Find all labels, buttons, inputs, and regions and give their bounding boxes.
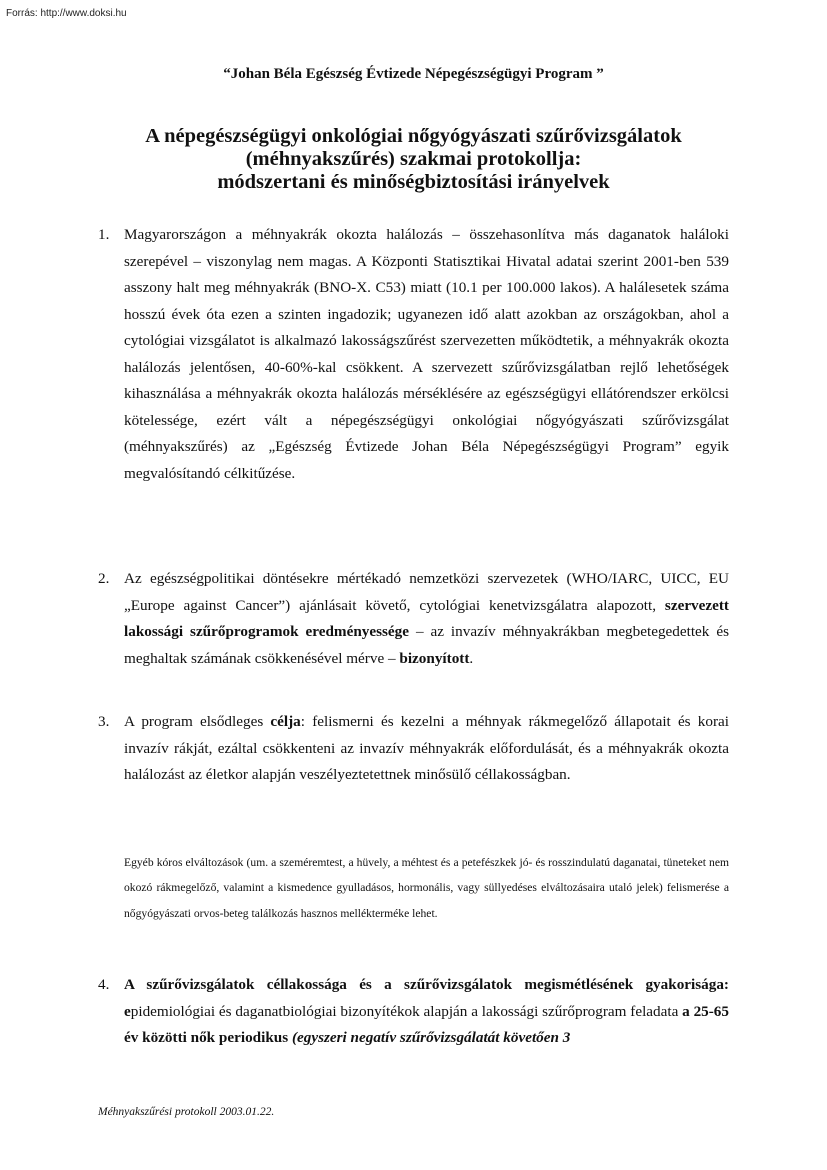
emphasis-text: szervezett lakossági szűrőprogramok eredményessége bbox=[124, 596, 729, 640]
source-url: Forrás: http://www.doksi.hu bbox=[6, 8, 127, 19]
title-line-1: A népegészségügyi onkológiai nőgyógyászati szűrővizsgálatok bbox=[145, 125, 682, 147]
list-item-number: 4. bbox=[98, 976, 110, 993]
list-item-4 bbox=[98, 972, 729, 1052]
footer-text: Méhnyakszűrési protokoll 2003.01.22. bbox=[98, 1106, 275, 1118]
emphasis-text: célja bbox=[270, 713, 301, 730]
title-line-2: (méhnyakszűrés) szakmai protokollja: bbox=[245, 148, 582, 170]
list-item-2 bbox=[98, 566, 729, 672]
list-item-text: Az egészségpolitikai döntésekre mértékadó nemzetközi szervezetek (WHO/IARC, UICC, EU „Europe against Cancer”) ajánlásait követő, cytológiai kenetvizsgálatra alapozott, szervezett lakossági szűrőprogramok eredményessége – az invazív méhnyakrákban megbetegedettek és meghaltak számának csökkenésével mérve – bizonyított. bbox=[124, 570, 729, 667]
list-item-text: A szűrővizsgálatok céllakossága és a szűrővizsgálatok megismétlésének gyakorisága: epidemiológiai és daganatbiológiai bizonyítékok alapján a lakossági szűrőprogram feladata a 25-65 év közötti nők periodikus (egyszeri negatív szűrővizsgálatát követően 3 bbox=[124, 976, 729, 1046]
document-title bbox=[60, 125, 767, 194]
emphasis-text: (egyszeri negatív szűrővizsgálatát követően 3 bbox=[291, 1029, 571, 1046]
list-item-3 bbox=[98, 709, 729, 789]
list-item-number: 3. bbox=[98, 713, 110, 730]
list-item-text: Magyarországon a méhnyakrák okozta halálozás – összehasonlítva más daganatok haláloki szerepével – viszonylag nem magas. A Központi Statisztikai Hivatal adatai szerint 2001-ben 539 asszony halt meg méhnyakrák (BNO-X. C53) miatt (10.1 per 100.000 lakos). A halálesetek száma hosszú évek óta ezen a szinten ingadozik; ugyanezen idő alatt azokban az országokban, ahol a cytológiai vizsgálatot is alkalmazó lakosságszűrést szervezetten működtetik, a méhnyakrák okozta halálozás jelentősen, 40-60%-kal csökkent. A szervezett szűrővizsgálatban rejlő lehetőségek kihasználása a méhnyakrák okozta halálozás mérséklésére az egészségügyi ellátórendszer erkölcsi kötelessége, ezért vált a népegészségügyi onkológiai nőgyógyászati szűrővizsgálat (méhnyakszűrés) az „Egészség Évtizede Johan Béla Népegészségügyi Program” egyik megvalósítandó célkitűzése. bbox=[124, 226, 729, 482]
list-item-number: 1. bbox=[98, 226, 110, 243]
emphasis-text: bizonyított bbox=[399, 649, 470, 667]
emphasis-text: A szűrővizsgálatok céllakossága és a szűrővizsgálatok megismétlésének gyakorisága: e bbox=[124, 976, 729, 1020]
title-line-3: módszertani és minőségbiztosítási irányelvek bbox=[217, 171, 610, 193]
note-paragraph: Egyéb kóros elváltozások (um. a szeméremtest, a hüvely, a méhtest és a petefészkek jó- és rosszindulatú daganatai, tüneteket nem okozó rákmegelőző, valamint a kismedence gyulladásos, hormonális, vagy süllyedéses elváltozásaira utaló jelek) felismerése a nőgyógyászati orvos-beteg találkozás hasznos mellékterméke lehet. bbox=[124, 856, 729, 920]
list-item-number: 2. bbox=[98, 570, 110, 587]
emphasis-text: a 25-65 év közötti nők periodikus bbox=[124, 1002, 729, 1046]
list-item-1 bbox=[98, 222, 729, 487]
list-item-text: A program elsődleges célja: felismerni és kezelni a méhnyak rákmegelőző állapotait és korai invazív rákját, ezáltal csökkenteni az invazív méhnyakrák előfordulását, és a méhnyakrák okozta halálozást az életkor alapján veszélyeztetettnek minősülő céllakosságban. bbox=[124, 713, 729, 783]
program-title: “Johan Béla Egészség Évtizede Népegészségügyi Program ” bbox=[223, 66, 604, 82]
